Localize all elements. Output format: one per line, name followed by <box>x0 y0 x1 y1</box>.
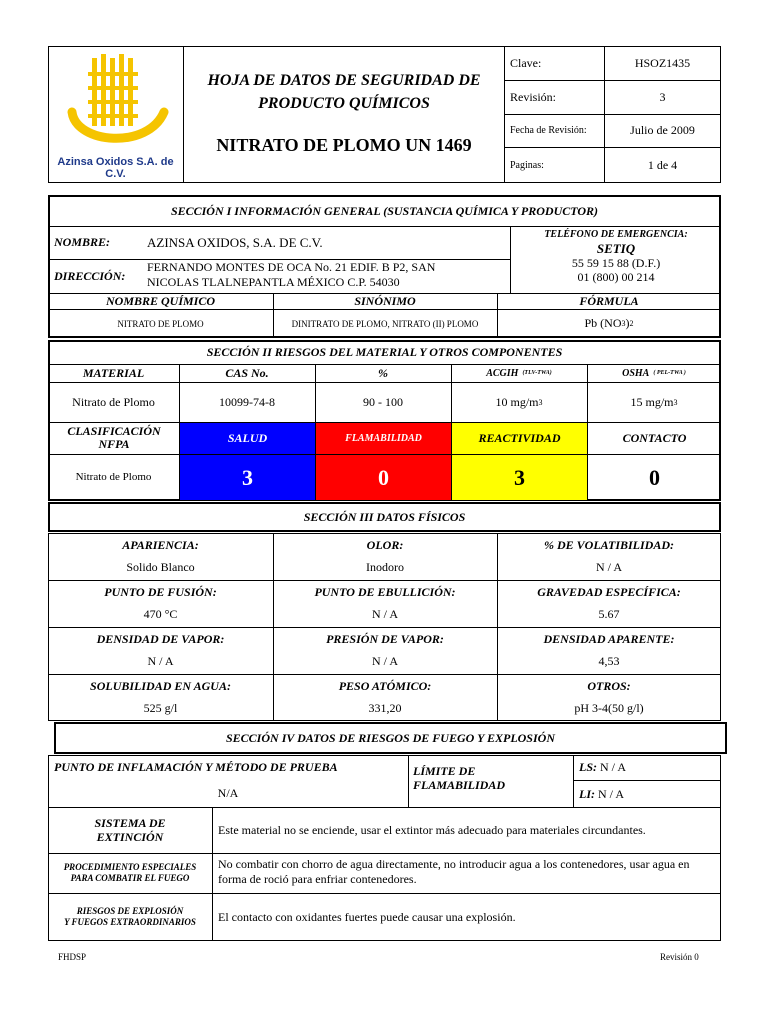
meta-date-value: Julio de 2009 <box>630 123 695 137</box>
ebullicion-label: PUNTO DE EBULLICIÓN: <box>314 584 456 599</box>
volatibilidad-label: % DE VOLATIBILIDAD: <box>543 537 674 552</box>
meta-clave-value: HSOZ1435 <box>634 55 691 70</box>
gravedad-label: GRAVEDAD ESPECÍFICA: <box>537 584 681 599</box>
company-name: Azinsa Oxidos S.A. de C.V. <box>57 156 174 180</box>
olor-value: Inodoro <box>366 559 404 574</box>
densidad-vapor-value: N / A <box>147 653 174 668</box>
nfpa-contacto-header: CONTACTO <box>622 431 687 445</box>
gravedad-value: 5.67 <box>598 606 620 621</box>
olor-label: OLOR: <box>366 537 404 552</box>
direccion-line1: FERNANDO MONTES DE OCA No. 21 EDIF. B P2, SAN <box>147 260 436 274</box>
doc-title-line2: PRODUCTO QUÍMICOS <box>258 95 430 112</box>
densidad-vapor-label: DENSIDAD DE VAPOR: <box>96 631 225 646</box>
nfpa-reactividad-header: REACTIVIDAD <box>452 423 587 454</box>
col-header-formula: FÓRMULA <box>579 293 639 308</box>
nfpa-flamabilidad-header: FLAMABILIDAD <box>316 423 451 454</box>
meta-revision-label: Revisión: <box>510 89 557 104</box>
nfpa-contacto-value: 0 <box>649 464 660 490</box>
emergency-phone-1: 55 59 15 88 (D.F.) <box>571 256 661 270</box>
meta-clave-label: Clave: <box>510 55 542 70</box>
header-acgih: ACGIH (TLV-TWA) <box>486 367 552 379</box>
otros-value: pH 3-4(50 g/l) <box>574 700 644 715</box>
densidad-aparente-label: DENSIDAD APARENTE: <box>543 631 675 646</box>
formula-value: Pb (NO 3 ) 2 <box>584 316 634 330</box>
header-osha: OSHA ( PEL-TWA ) <box>622 367 686 379</box>
section-2-title: SECCIÓN II RIESGOS DEL MATERIAL Y OTROS COMPONENTES <box>206 345 563 359</box>
meta-revision-value: 3 <box>659 89 666 104</box>
osha-value: 15 mg/m 3 <box>630 394 678 409</box>
presion-vapor-value: N / A <box>371 653 398 668</box>
direccion-line2: NICOLAS TLALNEPANTLA MÉXICO C.P. 54030 <box>147 275 400 289</box>
emergency-phone-2: 01 (800) 00 214 <box>577 270 655 284</box>
nombre-value: AZINSA OXIDOS, S.A. DE C.V. <box>147 234 323 250</box>
emergency-block <box>511 228 721 284</box>
meta-pages-label: Paginas: <box>510 159 544 171</box>
section-1-title: SECCIÓN I INFORMACIÓN GENERAL (SUSTANCIA QUÍMICA Y PRODUCTOR) <box>170 203 599 218</box>
synonym-value: DINITRATO DE PLOMO, NITRATO (II) PLOMO <box>291 318 479 329</box>
solubilidad-label: SOLUBILIDAD EN AGUA: <box>90 678 231 693</box>
product-title: NITRATO DE PLOMO UN 1469 <box>216 134 472 155</box>
fusion-value: 470 °C <box>143 606 178 621</box>
nfpa-reactividad-value: 3 <box>452 455 587 500</box>
otros-label: OTROS: <box>587 678 631 693</box>
procedimiento-label: PROCEDIMIENTO ESPECIALES PARA COMBATIR EL FUEGO <box>63 862 197 883</box>
limit-label: LÍMITE DE FLAMABILIDAD <box>413 764 506 792</box>
footer-right: Revisión 0 <box>660 952 699 962</box>
volatibilidad-value: N / A <box>595 559 622 574</box>
material-value: Nitrato de Plomo <box>72 394 155 409</box>
ebullicion-value: N / A <box>371 606 398 621</box>
section-3-title: SECCIÓN III DATOS FÍSICOS <box>303 509 466 524</box>
acgih-value: 10 mg/m 3 <box>495 394 543 409</box>
extincion-label: SISTEMA DE EXTINCIÓN <box>94 816 166 844</box>
presion-vapor-label: PRESIÓN DE VAPOR: <box>326 631 444 646</box>
direccion-value <box>147 260 507 290</box>
meta-date-label: Fecha de Revisión: <box>510 125 587 136</box>
nfpa-salud-header: SALUD <box>180 423 315 454</box>
densidad-aparente-value: 4,53 <box>598 653 620 668</box>
nfpa-flamabilidad-value: 0 <box>316 455 451 500</box>
peso-atomico-label: PESO ATÓMICO: <box>338 678 432 693</box>
procedimiento-text: No combatir con chorro de agua directamente, no introducir agua a los contenedores, usar agua en forma de roció para enfriar contenedores. <box>218 857 690 886</box>
peso-atomico-value: 331,20 <box>368 700 402 715</box>
nfpa-label: CLASIFICACIÓN NFPA <box>67 424 161 451</box>
emergency-label: TELÉFONO DE EMERGENCIA: <box>544 229 688 240</box>
riesgos-label: RIESGOS DE EXPLOSIÓN Y FUEGOS EXTRAORDINARIOS <box>64 906 196 927</box>
nombre-label: NOMBRE: <box>54 235 111 249</box>
chem-name-value: NITRATO DE PLOMO <box>117 318 204 329</box>
company-logo <box>58 52 178 160</box>
riesgos-text: El contacto con oxidantes fuertes puede causar una explosión. <box>218 909 516 924</box>
meta-pages-value: 1 de 4 <box>647 157 678 172</box>
doc-title-line1: HOJA DE DATOS DE SEGURIDAD DE <box>207 72 481 89</box>
ls-value: LS: N / A <box>579 760 627 774</box>
section-4-title: SECCIÓN IV DATOS DE RIESGOS DE FUEGO Y EXPLOSIÓN <box>226 730 555 745</box>
emergency-name: SETIQ <box>596 241 636 256</box>
apariencia-value: Solido Blanco <box>126 559 195 574</box>
footer-left: FHDSP <box>58 952 87 962</box>
header-percent: % <box>378 365 388 380</box>
extincion-text: Este material no se enciende, usar el extintor más adecuado para materiales circundantes. <box>218 822 646 837</box>
li-value: LI: N / A <box>579 786 625 801</box>
header-material: MATERIAL <box>82 365 145 380</box>
fusion-label: PUNTO DE FUSIÓN: <box>104 584 217 599</box>
cas-value: 10099-74-8 <box>219 394 275 409</box>
flash-point-label: PUNTO DE INFLAMACIÓN Y MÉTODO DE PRUEBA <box>54 760 338 774</box>
percent-value: 90 - 100 <box>363 394 403 409</box>
nfpa-salud-value: 3 <box>180 455 315 500</box>
direccion-label: DIRECCIÓN: <box>54 268 126 283</box>
col-header-synonym: SINÓNIMO <box>354 293 416 308</box>
col-header-chem-name: NOMBRE QUÍMICO <box>105 293 216 308</box>
header-cas: CAS No. <box>225 365 269 380</box>
nfpa-material-value: Nitrato de Plomo <box>75 471 152 483</box>
apariencia-label: APARIENCIA: <box>122 537 199 552</box>
flash-point-value: N/A <box>217 785 239 800</box>
solubilidad-value: 525 g/l <box>143 700 178 715</box>
